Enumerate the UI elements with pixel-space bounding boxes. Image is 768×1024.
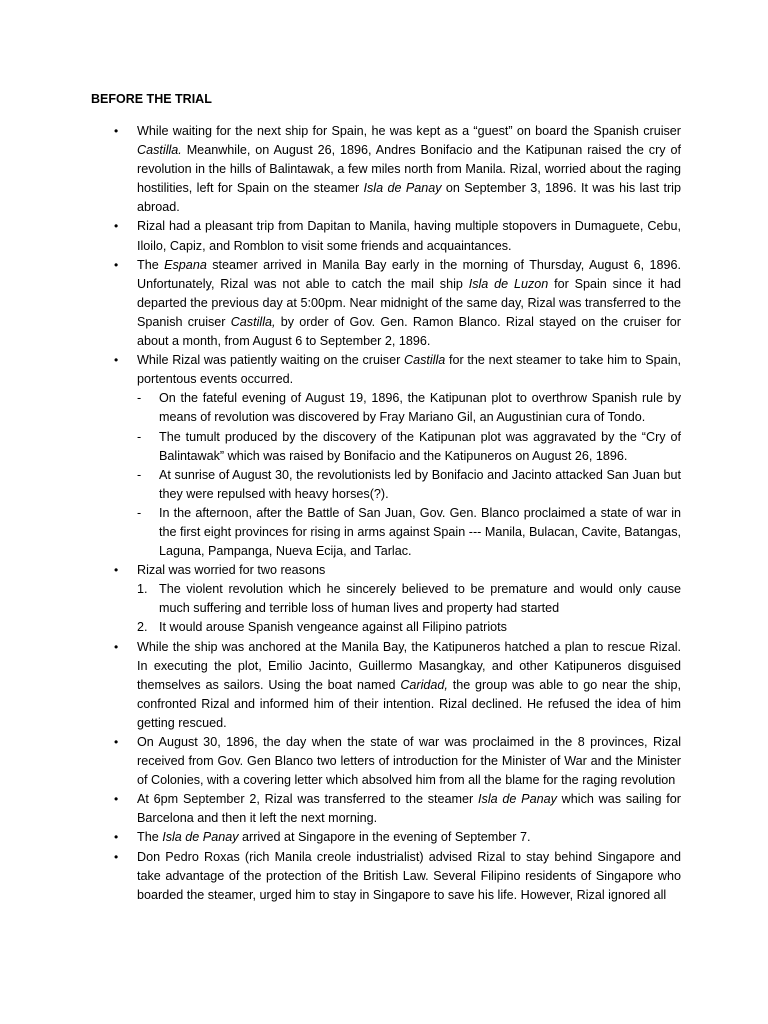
text-run: The bbox=[137, 257, 165, 272]
bullet-item bbox=[91, 733, 681, 790]
text-run: arrived at Singapore in the evening of September 7. bbox=[238, 830, 531, 845]
bullet-item bbox=[91, 122, 681, 217]
dash-marker: - bbox=[137, 391, 142, 406]
ship-name: Castilla, bbox=[230, 314, 276, 329]
ship-name: Isla de Panay bbox=[162, 830, 239, 845]
text-run: for Spain since it had departed the previous day at 5:00pm. Near midnight of the same day, Rizal was transferred to the Spanish cruiser bbox=[137, 276, 681, 329]
text-run: While the ship was anchored at the Manila Bay, the Katipuneros hatched a plan to rescue Rizal. In executing the plot, Emilio Jacinto, Guillermo Masangkay, and other Katipuneros disguised themselves as sailors. Using the boat named bbox=[137, 639, 681, 692]
sub-item-text: The violent revolution which he sincerely believed to be premature and would only cause much suffering and terrible loss of human lives and property had started bbox=[159, 582, 681, 616]
sub-item-text: It would arouse Spanish vengeance against all Filipino patriots bbox=[159, 620, 507, 635]
bullet-item bbox=[91, 561, 681, 637]
text-run: on September 3, 1896. It was his last trip abroad. bbox=[137, 181, 681, 215]
bullet-icon: • bbox=[114, 563, 119, 578]
text-run: On August 30, 1896, the day when the state of war was proclaimed in the 8 provinces, Rizal received from Gov. Gen Blanco two letters of introduction for the Minister of War and the Minister of Colonies, with a covering letter which absolved him from all the blame for the raging revolution bbox=[137, 735, 681, 788]
text-run: At 6pm September 2, Rizal was transferred to the steamer bbox=[137, 792, 479, 807]
bullet-icon: • bbox=[114, 257, 119, 272]
ship-name: Castilla. bbox=[137, 143, 182, 158]
bullet-icon: • bbox=[114, 849, 119, 864]
ship-name: Castilla bbox=[403, 353, 446, 368]
bullet-item bbox=[91, 256, 681, 351]
number-marker: 1. bbox=[137, 582, 148, 597]
dash-marker: - bbox=[137, 467, 142, 482]
dash-sub-item bbox=[137, 428, 681, 466]
text-run: Rizal had a pleasant trip from Dapitan to Manila, having multiple stopovers in Dumaguete, Cebu, Iloilo, Capiz, and Romblon to visit some friends and acquaintances. bbox=[137, 219, 681, 253]
text-run: While waiting for the next ship for Spain, he was kept as a “guest” on board the Spanish cruiser bbox=[137, 124, 681, 138]
bullet-item bbox=[91, 828, 681, 847]
numbered-sub-item bbox=[137, 618, 681, 637]
bullet-item bbox=[91, 638, 681, 733]
number-marker: 2. bbox=[137, 620, 148, 635]
dash-sub-item bbox=[137, 389, 681, 427]
bullet-icon: • bbox=[114, 219, 119, 234]
bullet-item bbox=[91, 848, 681, 905]
ship-name: Isla de Luzon bbox=[468, 276, 549, 291]
bullet-icon: • bbox=[114, 830, 119, 845]
bullet-item bbox=[91, 790, 681, 828]
ship-name: Espana bbox=[164, 257, 207, 272]
text-run: for the next steamer to take him to Spain, portentous events occurred. bbox=[137, 353, 681, 387]
bullet-item bbox=[91, 217, 681, 255]
bullet-icon: • bbox=[114, 353, 119, 368]
bullet-icon: • bbox=[114, 735, 119, 749]
text-run: Meanwhile, on August 26, 1896, Andres Bonifacio and the Katipunan raised the cry of revolution in the hills of Balintawak, a few miles north from Manila. Rizal, worried about the raging hostilities, left for Spain on the steamer bbox=[137, 143, 681, 196]
dash-sub-item bbox=[137, 504, 681, 561]
sub-item-text: The tumult produced by the discovery of the Katipunan plot was aggravated by the “Cry of Balintawak” which was raised by Bonifacio and the Katipuneros on August 26, 1896. bbox=[159, 429, 681, 463]
text-run: Rizal was worried for two reasons bbox=[137, 563, 326, 578]
text-run: steamer arrived in Manila Bay early in the morning of Thursday, August 6, 1896. Unfortunately, Rizal was not able to catch the mail ship bbox=[137, 257, 682, 291]
text-run: Don Pedro Roxas (rich Manila creole industrialist) advised Rizal to stay behind Singapore and take advantage of the protection of the British Law. Several Filipino residents of Singapore who boarded the steamer, urged him to stay in Singapore to save his life. However, Rizal ignored all bbox=[137, 849, 681, 902]
bullet-icon: • bbox=[114, 792, 119, 807]
sub-item-text: At sunrise of August 30, the revolutionists led by Bonifacio and Jacinto attacked San Juan but they were repulsed with heavy horses(?). bbox=[159, 467, 681, 501]
text-run: by order of Gov. Gen. Ramon Blanco. Rizal stayed on the cruiser for about a month, from August 6 to September 2, 1896. bbox=[137, 314, 681, 349]
dash-sub-item bbox=[137, 466, 681, 504]
ship-name: Isla de Panay bbox=[363, 181, 442, 196]
sub-item-text: On the fateful evening of August 19, 1896, the Katipunan plot to overthrow Spanish rule by means of revolution was discovered by Fray Mariano Gil, an Augustinian cura of Tondo. bbox=[159, 391, 681, 425]
text-run: which was sailing for Barcelona and then it left the next morning. bbox=[137, 792, 681, 826]
sub-item-text: In the afternoon, after the Battle of San Juan, Gov. Gen. Blanco proclaimed a state of war in the first eight provinces for rising in arms against Spain --- Manila, Bulacan, Cavite, Batangas, Laguna, Pampanga, Nueva Ecija, and Tarlac. bbox=[159, 505, 681, 559]
bullet-icon: • bbox=[114, 124, 119, 138]
bullet-icon: • bbox=[114, 639, 119, 654]
text-run: The bbox=[137, 830, 163, 845]
document-body bbox=[91, 122, 681, 905]
text-run: While Rizal was patiently waiting on the cruiser bbox=[137, 353, 404, 368]
text-run: the group was able to go near the ship, confronted Rizal and informed him of their intention. Rizal declined. He refused the idea of him getting rescued. bbox=[137, 677, 681, 730]
dash-marker: - bbox=[137, 429, 142, 444]
boat-name: Caridad, bbox=[400, 677, 448, 692]
dash-marker: - bbox=[137, 505, 142, 520]
document-heading: BEFORE THE TRIAL bbox=[91, 92, 212, 106]
bullet-item bbox=[91, 351, 681, 561]
numbered-sub-item bbox=[137, 580, 681, 618]
ship-name: Isla de Panay bbox=[478, 792, 557, 807]
